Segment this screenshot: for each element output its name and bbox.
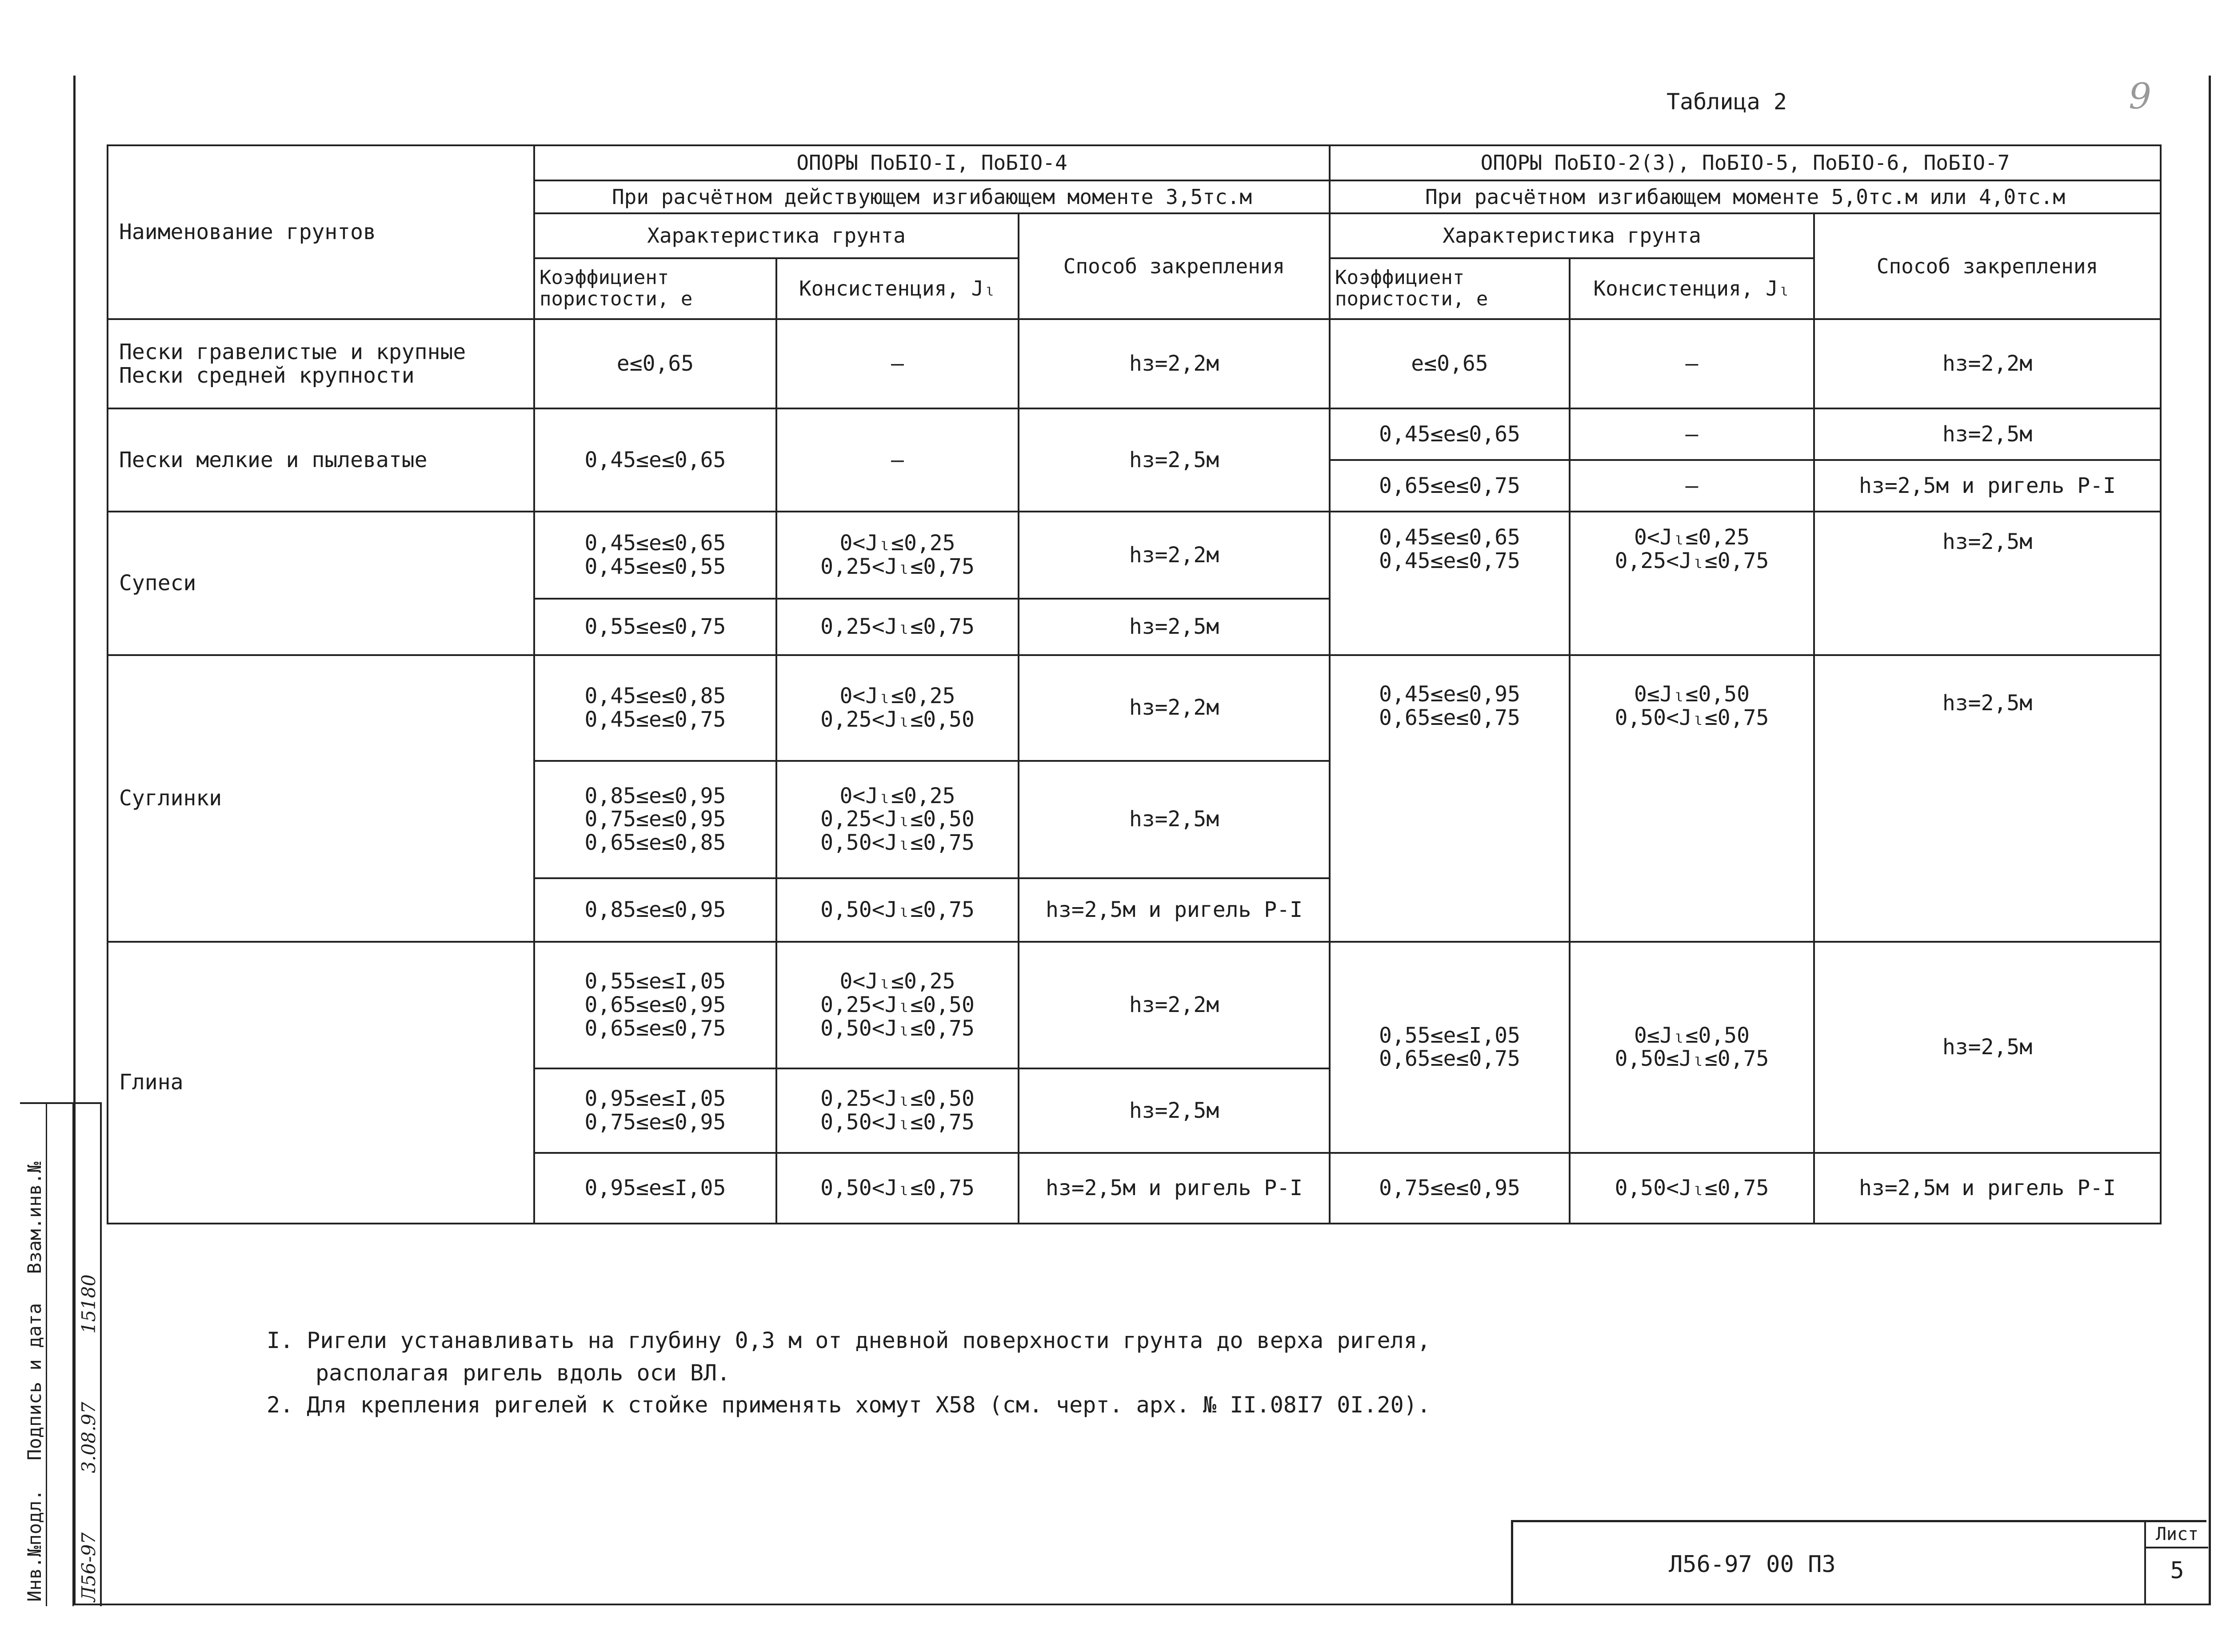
- clay-method-1a: hз=2,2м: [1019, 942, 1330, 1068]
- fine-method-2b: hз=2,5м и ригель Р-І: [1814, 460, 2161, 512]
- clay-porosity-1c: 0,95≤е≤І,05: [534, 1153, 776, 1224]
- loam-consistency-1b: 0<Jₗ≤0,25 0,25<Jₗ≤0,50 0,50<Jₗ≤0,75: [776, 761, 1019, 878]
- sandy-loam-method-2: hз=2,5м: [1814, 512, 2161, 655]
- sandy-loam-consistency-2: 0<Jₗ≤0,25 0,25<Jₗ≤0,75: [1570, 512, 1814, 655]
- clay-consistency-1b: 0,25<Jₗ≤0,50 0,50<Jₗ≤0,75: [776, 1068, 1019, 1153]
- loam-method-1c: hз=2,5м и ригель Р-І: [1019, 878, 1330, 942]
- sign-label: Подпись и дата: [24, 1303, 45, 1460]
- clay-consistency-1c: 0,50<Jₗ≤0,75: [776, 1153, 1019, 1224]
- sandy-loam-porosity-1a: 0,45≤е≤0,65 0,45≤е≤0,55: [534, 512, 776, 599]
- soil-clay: Глина: [108, 942, 534, 1224]
- gravel-porosity-2: е≤0,65: [1330, 319, 1570, 408]
- header-soil-name: Наименование грунтов: [108, 145, 534, 319]
- inv-value: Л56-97: [78, 1532, 100, 1602]
- swap-value: 15180: [78, 1274, 100, 1334]
- group2-subtitle: При расчётном изгибающем моменте 5,0тс.м или 4,0тс.м: [1330, 180, 2161, 213]
- gravel-consistency-1: –: [776, 319, 1019, 408]
- group2-porosity-header: Коэффициент пористости, е: [1330, 258, 1570, 319]
- gravel-consistency-2: –: [1570, 319, 1814, 408]
- group1-method-header: Способ закрепления: [1019, 213, 1330, 319]
- side-values: [78, 1274, 100, 1602]
- clay-method-2b: hз=2,5м и ригель Р-І: [1814, 1153, 2161, 1224]
- sandy-loam-porosity-1b: 0,55≤е≤0,75: [534, 599, 776, 655]
- clay-method-1c: hз=2,5м и ригель Р-І: [1019, 1153, 1330, 1224]
- table-row: [108, 512, 2161, 599]
- loam-consistency-1a: 0<Jₗ≤0,25 0,25<Jₗ≤0,50: [776, 655, 1019, 761]
- group2-method-header: Способ закрепления: [1814, 213, 2161, 319]
- sandy-loam-method-1b: hз=2,5м: [1019, 599, 1330, 655]
- group1-char-header: Характеристика грунта: [534, 213, 1019, 258]
- loam-porosity-1c: 0,85≤е≤0,95: [534, 878, 776, 942]
- fine-method-1: hз=2,5м: [1019, 408, 1330, 512]
- gravel-porosity-1: е≤0,65: [534, 319, 776, 408]
- group1-subtitle: При расчётном действующем изгибающем моменте 3,5тс.м: [534, 180, 1330, 213]
- document-code: Л56-97 00 ПЗ: [1669, 1551, 1836, 1578]
- loam-porosity-1a: 0,45≤е≤0,85 0,45≤е≤0,75: [534, 655, 776, 761]
- table-row: [108, 655, 2161, 761]
- loam-consistency-1c: 0,50<Jₗ≤0,75: [776, 878, 1019, 942]
- note-2: 2. Для крепления ригелей к стойке применять хомут Х58 (см. черт. арх. № ІІ.08І7 0І.20).: [267, 1392, 1431, 1418]
- fine-consistency-1: –: [776, 408, 1019, 512]
- loam-consistency-2: 0≤Jₗ≤0,50 0,50<Jₗ≤0,75: [1570, 655, 1814, 942]
- sheet-number: 5: [2144, 1548, 2208, 1605]
- clay-method-2a: hз=2,5м: [1814, 942, 2161, 1153]
- fine-consistency-2b: –: [1570, 460, 1814, 512]
- clay-porosity-2a: 0,55≤е≤І,05 0,65≤е≤0,75: [1330, 942, 1570, 1153]
- sheet-label: Лист: [2144, 1522, 2208, 1548]
- soil-gravel: Пески гравелистые и крупные Пески средней крупности: [108, 319, 534, 408]
- fine-consistency-2a: –: [1570, 408, 1814, 460]
- fine-method-2a: hз=2,5м: [1814, 408, 2161, 460]
- loam-porosity-2: 0,45≤е≤0,95 0,65≤е≤0,75: [1330, 655, 1570, 942]
- clay-consistency-2a: 0≤Jₗ≤0,50 0,50≤Jₗ≤0,75: [1570, 942, 1814, 1153]
- table-row: [108, 319, 2161, 408]
- fine-porosity-2b: 0,65≤е≤0,75: [1330, 460, 1570, 512]
- group1-porosity-header: Коэффициент пористости, е: [534, 258, 776, 319]
- table-row: [108, 942, 2161, 1068]
- clay-consistency-1a: 0<Jₗ≤0,25 0,25<Jₗ≤0,50 0,50<Jₗ≤0,75: [776, 942, 1019, 1068]
- group2-char-header: Характеристика грунта: [1330, 213, 1814, 258]
- gravel-method-2: hз=2,2м: [1814, 319, 2161, 408]
- sandy-loam-porosity-2: 0,45≤е≤0,65 0,45≤е≤0,75: [1330, 512, 1570, 655]
- clay-porosity-1a: 0,55≤е≤І,05 0,65≤е≤0,95 0,65≤е≤0,75: [534, 942, 776, 1068]
- soil-sandy-loam: Супеси: [108, 512, 534, 655]
- clay-consistency-2b: 0,50<Jₗ≤0,75: [1570, 1153, 1814, 1224]
- group2-title: ОПОРЫ ПоБІО-2(3), ПоБІО-5, ПоБІО-6, ПоБІО-7: [1330, 145, 2161, 180]
- loam-porosity-1b: 0,85≤е≤0,95 0,75≤е≤0,95 0,65≤е≤0,85: [534, 761, 776, 878]
- side-labels: [24, 1162, 45, 1602]
- side-col-labels: [20, 1104, 47, 1606]
- side-stamp: [20, 1102, 102, 1606]
- clay-method-1b: hз=2,5м: [1019, 1068, 1330, 1153]
- clay-porosity-1b: 0,95≤е≤І,05 0,75≤е≤0,95: [534, 1068, 776, 1153]
- loam-method-2: hз=2,5м: [1814, 655, 2161, 942]
- notes-block: [267, 1324, 1431, 1421]
- soil-loam: Суглинки: [108, 655, 534, 942]
- sandy-loam-consistency-1b: 0,25<Jₗ≤0,75: [776, 599, 1019, 655]
- group1-title: ОПОРЫ ПоБІО-І, ПоБІО-4: [534, 145, 1330, 180]
- loam-method-1b: hз=2,5м: [1019, 761, 1330, 878]
- handwritten-page-mark: 9: [2129, 76, 2151, 117]
- clay-porosity-2b: 0,75≤е≤0,95: [1330, 1153, 1570, 1224]
- inv-label: Инв.№подл.: [24, 1489, 45, 1602]
- fine-porosity-2a: 0,45≤е≤0,65: [1330, 408, 1570, 460]
- note-1-continued: располагая ригель вдоль оси ВЛ.: [316, 1360, 731, 1386]
- loam-method-1a: hз=2,2м: [1019, 655, 1330, 761]
- sign-value: 3.08.97: [78, 1402, 100, 1473]
- title-block: [1511, 1520, 2206, 1605]
- group1-consistency-header: Консистенция, Jₗ: [776, 258, 1019, 319]
- sandy-loam-method-1a: hз=2,2м: [1019, 512, 1330, 599]
- table-row: [108, 408, 2161, 460]
- note-1: І. Ригели устанавливать на глубину 0,3 м от дневной поверхности грунта до верха ригеля,: [267, 1328, 1431, 1353]
- soil-fine-sand: Пески мелкие и пылеватые: [108, 408, 534, 512]
- swap-label: Взам.инв.№: [24, 1161, 45, 1274]
- soil-table: [107, 144, 2162, 1224]
- gravel-method-1: hз=2,2м: [1019, 319, 1330, 408]
- side-col-values: [46, 1104, 100, 1606]
- sandy-loam-consistency-1a: 0<Jₗ≤0,25 0,25<Jₗ≤0,75: [776, 512, 1019, 599]
- table-caption: Таблица 2: [1666, 89, 1787, 115]
- group2-consistency-header: Консистенция, Jₗ: [1570, 258, 1814, 319]
- fine-porosity-1: 0,45≤е≤0,65: [534, 408, 776, 512]
